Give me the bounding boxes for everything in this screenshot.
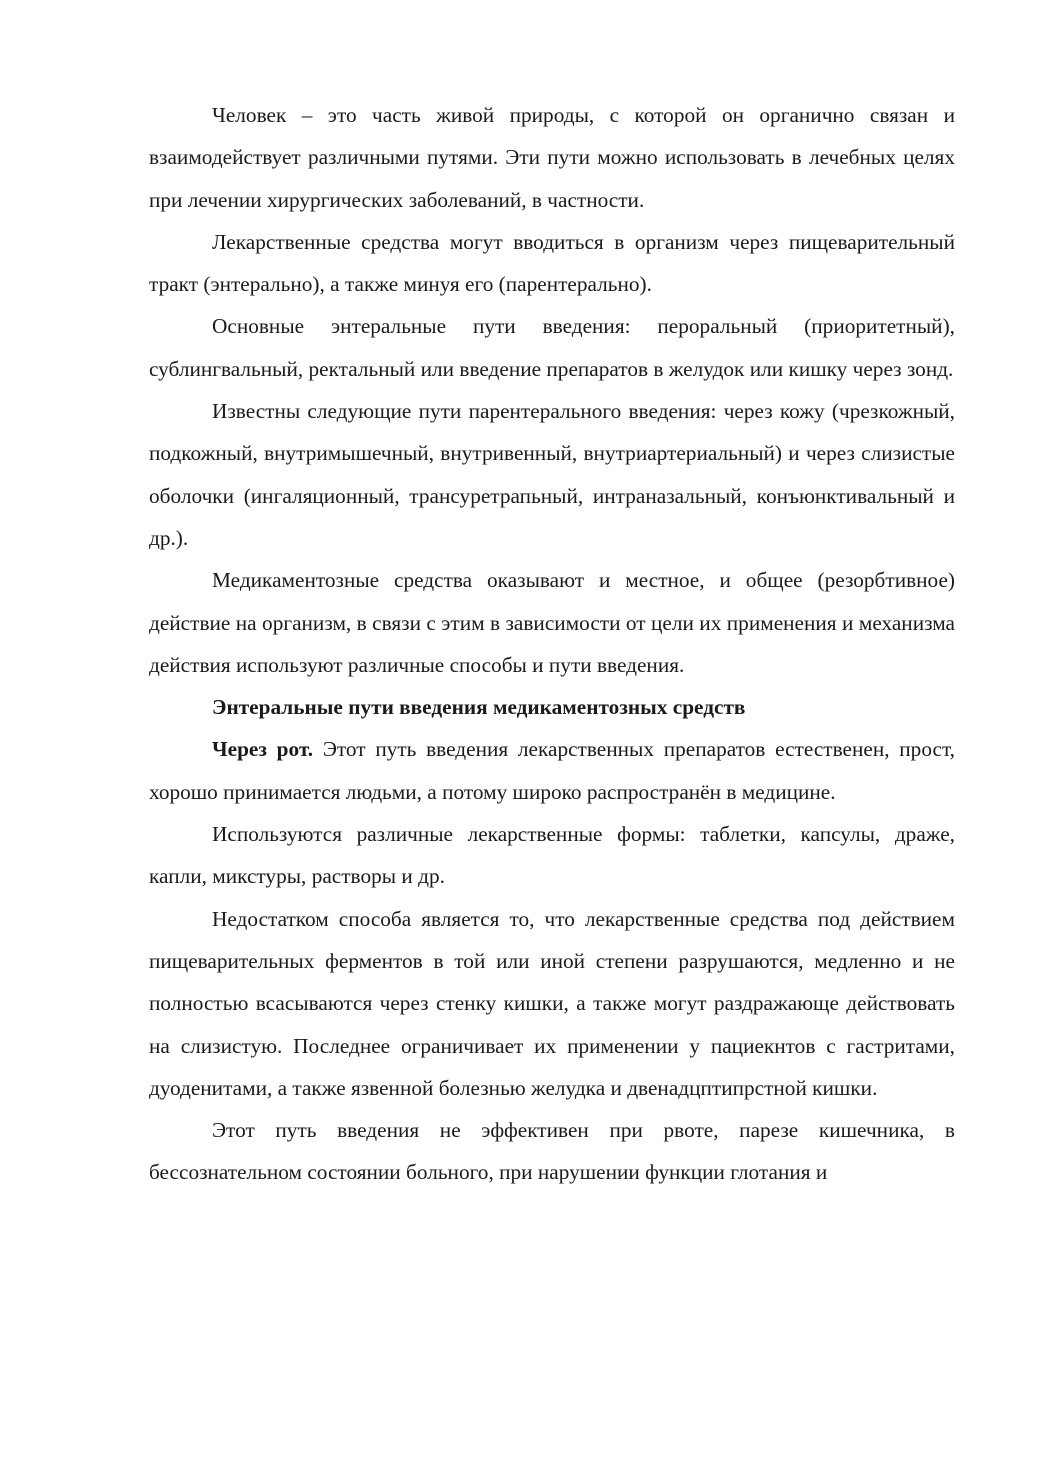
section-heading: Энтеральные пути введения медикаментозных средств (212, 695, 746, 720)
paragraph-parenteral-routes: Известны следующие пути парентерального введения: через кожу (чрезкожный, подкожный, внутримышечный, внутривенный, внутриартериальный) и через слизистые оболочки (ингаляционный, трансуретрапьный, интраназальный, конъюнктивальный и др.). (149, 399, 955, 550)
paragraph-drug-routes: Лекарственные средства могут вводиться в организм через пищеварительный тракт (энтерально), а также минуя его (парентерально). (149, 229, 955, 297)
document-page (149, 94, 955, 1194)
paragraph-enteral-routes: Основные энтеральные пути введения: пероральный (приоритетный), сублингвальный, ректальный или введение препаратов в желудок или кишку через зонд. (149, 314, 955, 381)
paragraph-ineffective-cases: Этот путь введения не эффективен при рвоте, парезе кишечника, в бессознательном состоянии больного, при нарушении функции глотания и (149, 1118, 955, 1185)
oral-route-text: Этот путь введения лекарственных препаратов естественен, прост, хорошо принимается людьми, а потому широко распространён в медицине. (149, 737, 955, 804)
oral-route-lead: Через рот. (212, 737, 314, 762)
paragraph-intro: Человек – это часть живой природы, с которой он органично связан и взаимодействует различными путями. Эти пути можно использовать в лечебных целях при лечении хирургических заболеваний, в частности. (149, 103, 955, 212)
paragraph-dosage-forms: Используются различные лекарственные формы: таблетки, капсулы, драже, капли, микстуры, растворы и др. (149, 822, 955, 889)
paragraph-drug-action: Медикаментозные средства оказывают и местное, и общее (резорбтивное) действие на организм, в связи с этим в зависимости от цели их применения и механизма действия используют различные способы и пути введения. (149, 568, 955, 677)
paragraph-drawbacks: Недостатком способа является то, что лекарственные средства под действием пищеварительных ферментов в той или иной степени разрушаются, медленно и не полностью всасываются через стенку кишки, а также могут раздражающе действовать на слизистую. Последнее ограничивает их применении у пациекнтов с гастритами, дуоденитами, а также язвенной болезнью желудка и двенадцптипрстной кишки. (149, 906, 955, 1100)
paragraph-oral-route (149, 728, 955, 813)
